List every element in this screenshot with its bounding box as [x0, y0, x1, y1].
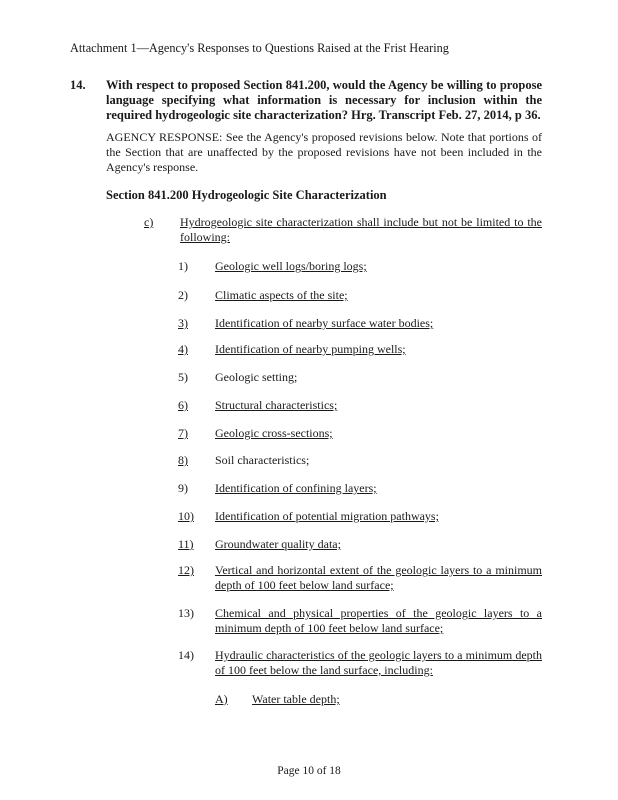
question-number: 14. — [70, 78, 86, 92]
item-number: 4) — [178, 342, 188, 356]
page-header: Attachment 1—Agency's Responses to Questions Raised at the Frist Hearing — [70, 41, 449, 55]
item-text: Identification of confining layers; — [215, 481, 377, 495]
item-text: Climatic aspects of the site; — [215, 288, 348, 302]
question-text: With respect to proposed Section 841.200, would the Agency be willing to propose language specifying what information is necessary for inclusion within the required hydrogeologic site characterization? Hrg. Transcript Feb. 27, 2014, p 36. — [106, 78, 542, 122]
sub-item-number: A) — [215, 692, 228, 706]
item-text: Groundwater quality data; — [215, 537, 341, 551]
item-text: Geologic cross-sections; — [215, 426, 333, 440]
item-text: Geologic well logs/boring logs; — [215, 259, 367, 273]
item-text: Geologic setting; — [215, 370, 298, 384]
item-number: 11) — [178, 537, 194, 551]
item-text: Vertical and horizontal extent of the geologic layers to a minimum depth of 100 feet below land surface; — [215, 563, 542, 592]
item-number: 3) — [178, 316, 188, 330]
item-text: Structural characteristics; — [215, 398, 338, 412]
agency-response: AGENCY RESPONSE: See the Agency's proposed revisions below. Note that portions of the Section that are unaffected by the proposed revisions have not been included in the Agency's response. — [106, 130, 542, 174]
item-number: 14) — [178, 648, 194, 662]
item-number: 1) — [178, 259, 188, 273]
item-text: Identification of potential migration pathways; — [215, 509, 439, 523]
item-text: Hydraulic characteristics of the geologic layers to a minimum depth of 100 feet below the land surface, including: — [215, 648, 542, 677]
item-number: 13) — [178, 606, 194, 620]
section-title: Section 841.200 Hydrogeologic Site Characterization — [106, 188, 387, 202]
item-text: Chemical and physical properties of the geologic layers to a minimum depth of 100 feet below land surface; — [215, 606, 542, 635]
item-number: 6) — [178, 398, 188, 412]
item-text: Identification of nearby surface water bodies; — [215, 316, 434, 330]
item-number: 8) — [178, 453, 188, 467]
subsection-label: c) — [144, 215, 154, 229]
subsection-text: Hydrogeologic site characterization shall include but not be limited to the following: — [180, 215, 542, 244]
item-number: 5) — [178, 370, 188, 384]
item-number: 7) — [178, 426, 188, 440]
item-number: 10) — [178, 509, 194, 523]
item-text: Identification of nearby pumping wells; — [215, 342, 406, 356]
item-text: Soil characteristics; — [215, 453, 310, 467]
sub-item-text: Water table depth; — [252, 692, 340, 706]
item-number: 2) — [178, 288, 188, 302]
item-number: 12) — [178, 563, 194, 577]
page-footer: Page 10 of 18 — [277, 765, 341, 777]
item-number: 9) — [178, 481, 188, 495]
